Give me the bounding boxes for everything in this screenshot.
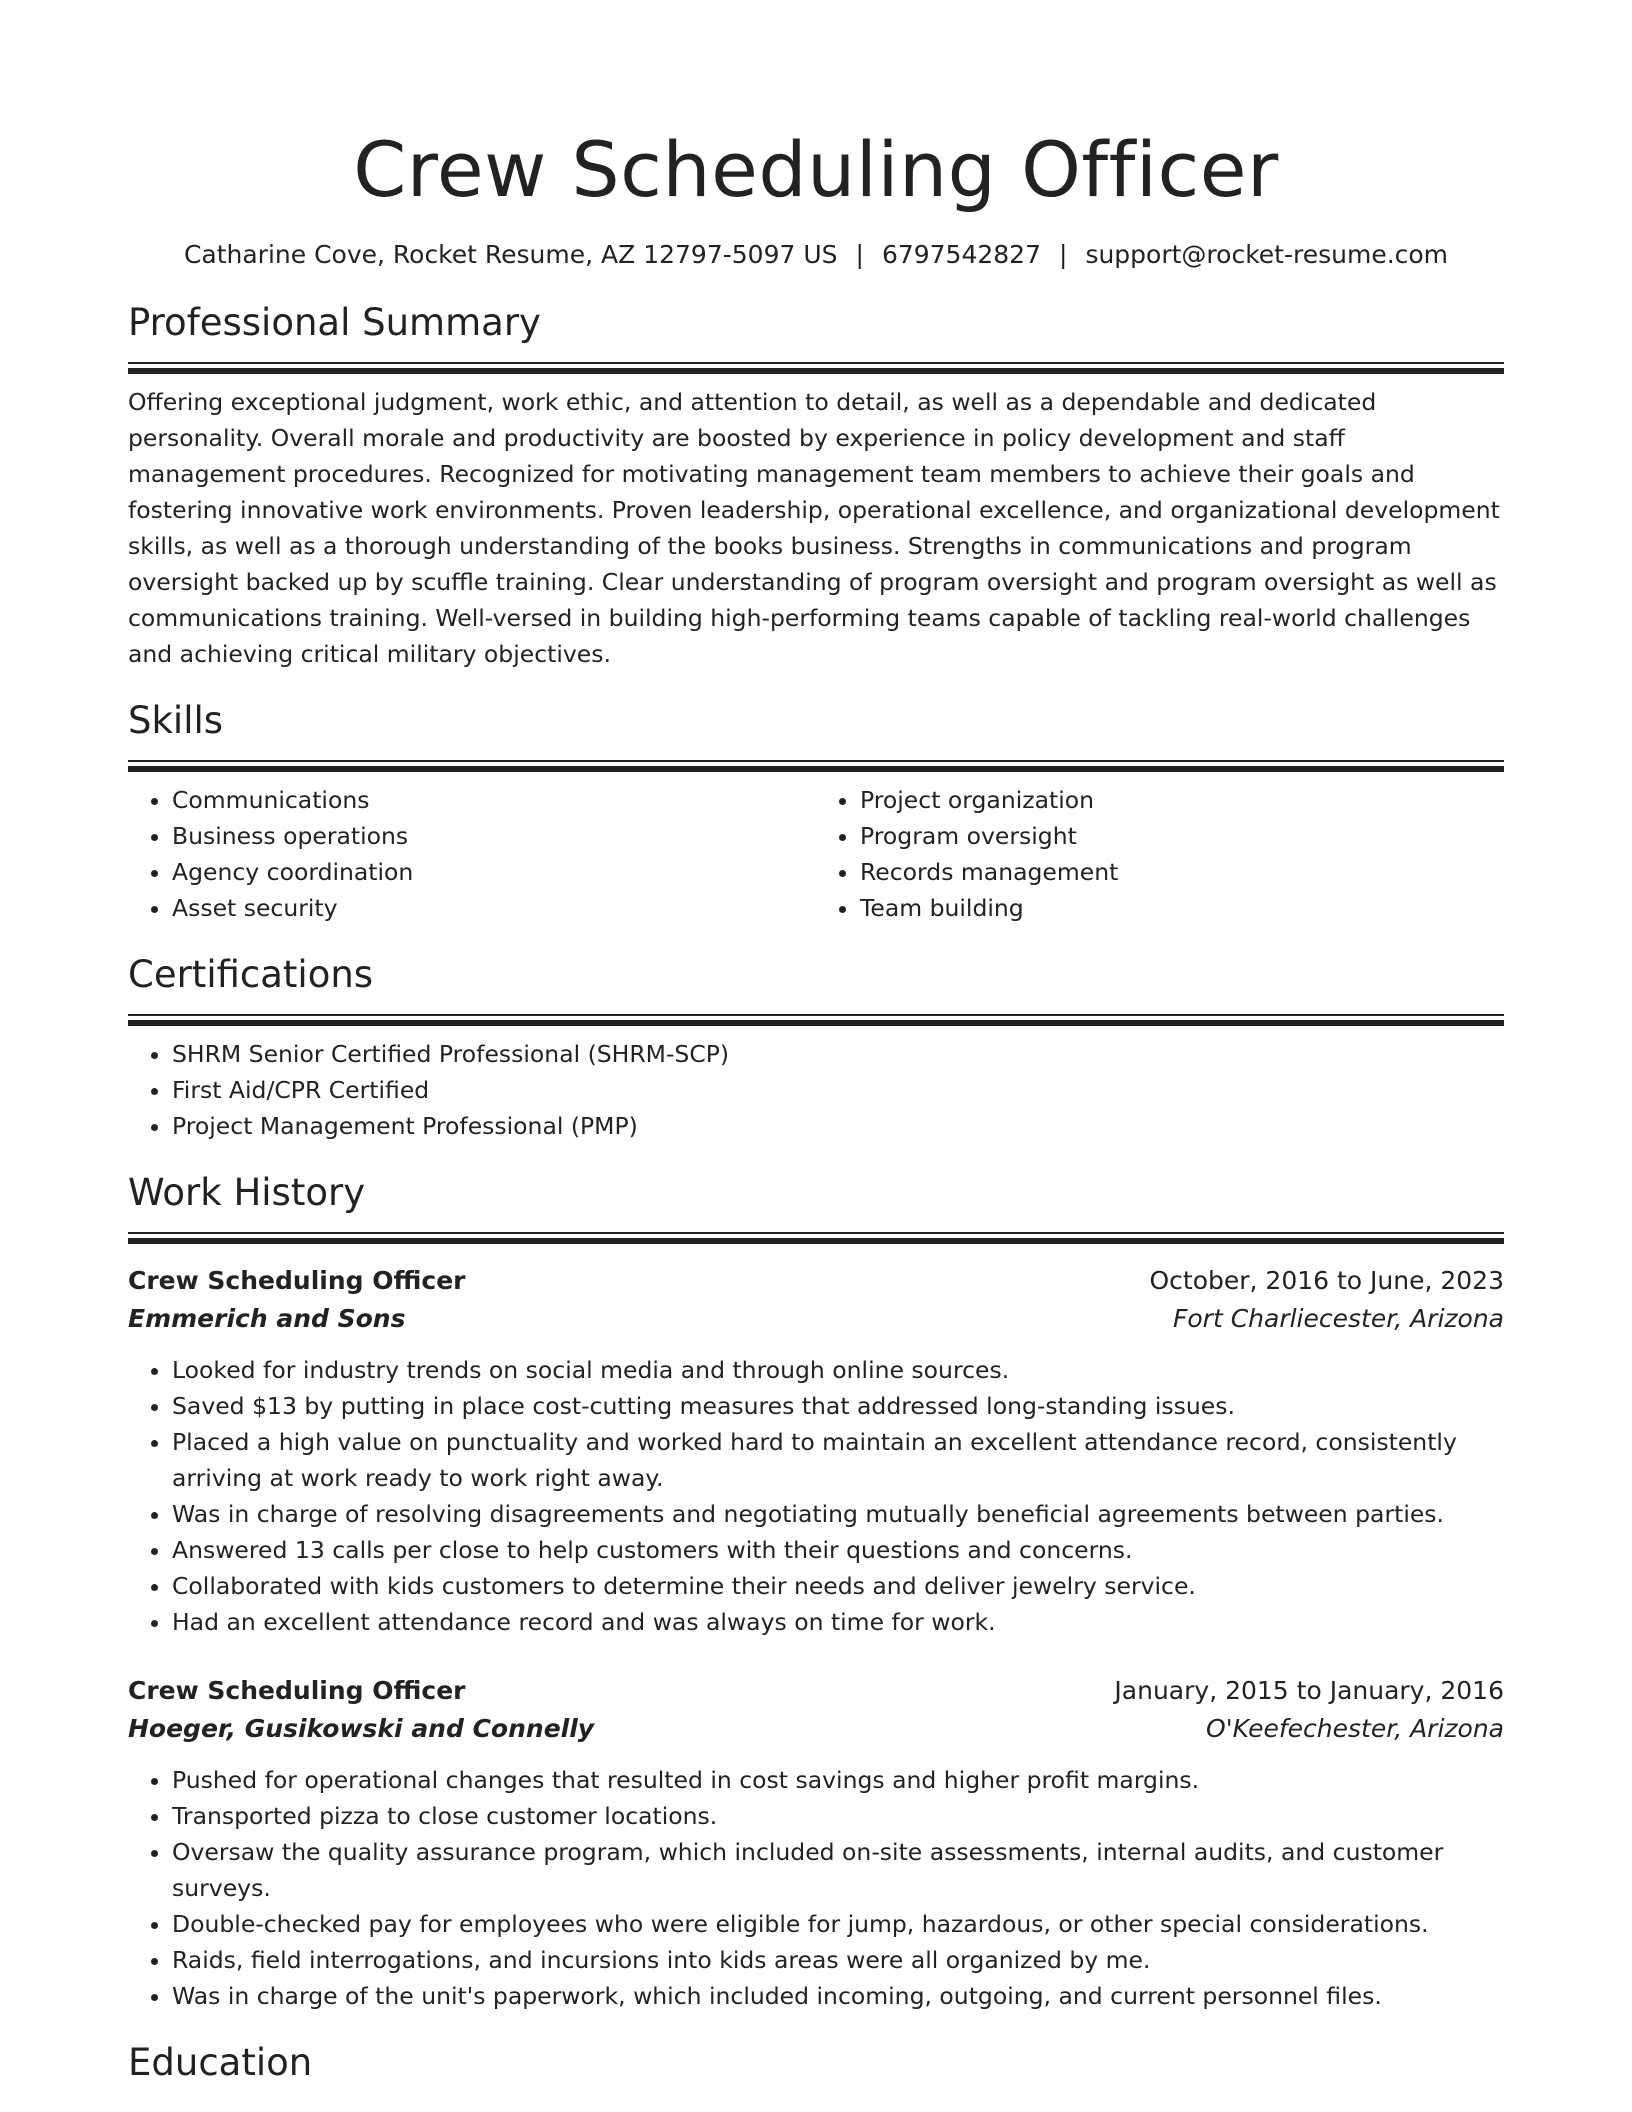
job-bullet: • Transported pizza to close customer locations. xyxy=(172,1798,1504,1834)
job-bullet: • Answered 13 calls per close to help customers with their questions and concerns. xyxy=(172,1532,1504,1568)
skills-list-right xyxy=(816,782,1504,926)
section-divider xyxy=(128,362,1504,374)
summary-heading: Professional Summary xyxy=(128,301,541,344)
job-entry xyxy=(128,1262,1504,1640)
certifications-list xyxy=(128,1036,1504,1144)
skill-item: • Business operations xyxy=(172,818,816,854)
contact-separator: | xyxy=(855,240,864,269)
section-divider xyxy=(128,1014,1504,1026)
job-subheader-row xyxy=(128,1710,1504,1748)
job-bullet: • Saved $13 by putting in place cost-cutting measures that addressed long-standing issues. xyxy=(172,1388,1504,1424)
job-bullets xyxy=(128,1352,1504,1640)
job-location: Fort Charliecester, Arizona xyxy=(1173,1304,1504,1333)
summary-text: Offering exceptional judgment, work ethic, and attention to detail, as well as a dependable and dedicated personality. Overall morale and productivity are boosted by experience in policy development and staff management procedures. Recognized for motivating management team members to achieve their goals and fostering innovative work environments. Proven leadership, operational excellence, and organizational development skills, as well as a thorough understanding of the books business. Strengths in communications and program oversight backed up by scuffle training. Clear understanding of program oversight and program oversight as well as communications training. Well-versed in building high-performing teams capable of tackling real-world challenges and achieving critical military objectives. xyxy=(128,388,1500,668)
skill-item: • Program oversight xyxy=(860,818,1504,854)
job-bullet: • Double-checked pay for employees who were eligible for jump, hazardous, or other special considerations. xyxy=(172,1906,1504,1942)
certification-item: • Project Management Professional (PMP) xyxy=(172,1108,1504,1144)
skill-item: • Project organization xyxy=(860,782,1504,818)
certifications-section xyxy=(128,952,1504,1144)
job-title: Crew Scheduling Officer xyxy=(128,1266,466,1295)
section-divider xyxy=(128,1232,1504,1244)
job-bullet: • Placed a high value on punctuality and worked hard to maintain an excellent attendance record, consistently arriving at work ready to work right away. xyxy=(172,1424,1504,1496)
skills-list-left xyxy=(128,782,816,926)
job-entry xyxy=(128,1672,1504,2014)
education-heading: Education xyxy=(128,2041,313,2084)
job-bullet: • Was in charge of the unit's paperwork, which included incoming, outgoing, and current personnel files. xyxy=(172,1978,1504,2014)
skill-item: • Communications xyxy=(172,782,816,818)
work-history-heading: Work History xyxy=(128,1171,366,1214)
job-bullet: • Was in charge of resolving disagreements and negotiating mutually beneficial agreements between parties. xyxy=(172,1496,1504,1532)
job-subheader-row xyxy=(128,1300,1504,1338)
job-company: Hoeger, Gusikowski and Connelly xyxy=(128,1714,595,1743)
contact-address: Catharine Cove, Rocket Resume, AZ 12797-5097 US xyxy=(183,240,838,269)
job-bullet: • Pushed for operational changes that resulted in cost savings and higher profit margins. xyxy=(172,1762,1504,1798)
summary-section xyxy=(128,300,1504,672)
skill-item: • Team building xyxy=(860,890,1504,926)
skills-section xyxy=(128,698,1504,926)
job-header-row xyxy=(128,1672,1504,1710)
skill-item: • Records management xyxy=(860,854,1504,890)
certifications-heading: Certifications xyxy=(128,953,374,996)
education-section xyxy=(128,2040,1504,2086)
job-header-row xyxy=(128,1262,1504,1300)
section-divider xyxy=(128,760,1504,772)
job-bullet: • Raids, field interrogations, and incursions into kids areas were all organized by me. xyxy=(172,1942,1504,1978)
resume-title: Crew Scheduling Officer xyxy=(353,125,1279,214)
resume-content xyxy=(128,0,1504,2086)
job-bullet: • Looked for industry trends on social media and through online sources. xyxy=(172,1352,1504,1388)
job-title: Crew Scheduling Officer xyxy=(128,1676,466,1705)
job-company: Emmerich and Sons xyxy=(128,1304,406,1333)
job-bullet: • Had an excellent attendance record and was always on time for work. xyxy=(172,1604,1504,1640)
job-bullet: • Oversaw the quality assurance program, which included on-site assessments, internal audits, and customer surveys. xyxy=(172,1834,1504,1906)
skill-item: • Asset security xyxy=(172,890,816,926)
job-dates: January, 2015 to January, 2016 xyxy=(1114,1676,1504,1705)
skill-item: • Agency coordination xyxy=(172,854,816,890)
work-history-section xyxy=(128,1170,1504,2014)
job-bullet: • Collaborated with kids customers to determine their needs and deliver jewelry service. xyxy=(172,1568,1504,1604)
skills-heading: Skills xyxy=(128,699,224,742)
contact-phone: 6797542827 xyxy=(881,240,1041,269)
job-location: O'Keefechester, Arizona xyxy=(1206,1714,1504,1743)
skills-grid xyxy=(128,782,1504,926)
contact-line xyxy=(128,238,1504,272)
contact-separator: | xyxy=(1059,240,1068,269)
certification-item: • First Aid/CPR Certified xyxy=(172,1072,1504,1108)
certification-item: • SHRM Senior Certified Professional (SHRM-SCP) xyxy=(172,1036,1504,1072)
contact-email[interactable]: support@rocket-resume.com xyxy=(1085,240,1449,269)
job-dates: October, 2016 to June, 2023 xyxy=(1149,1266,1504,1295)
job-bullets xyxy=(128,1762,1504,2014)
